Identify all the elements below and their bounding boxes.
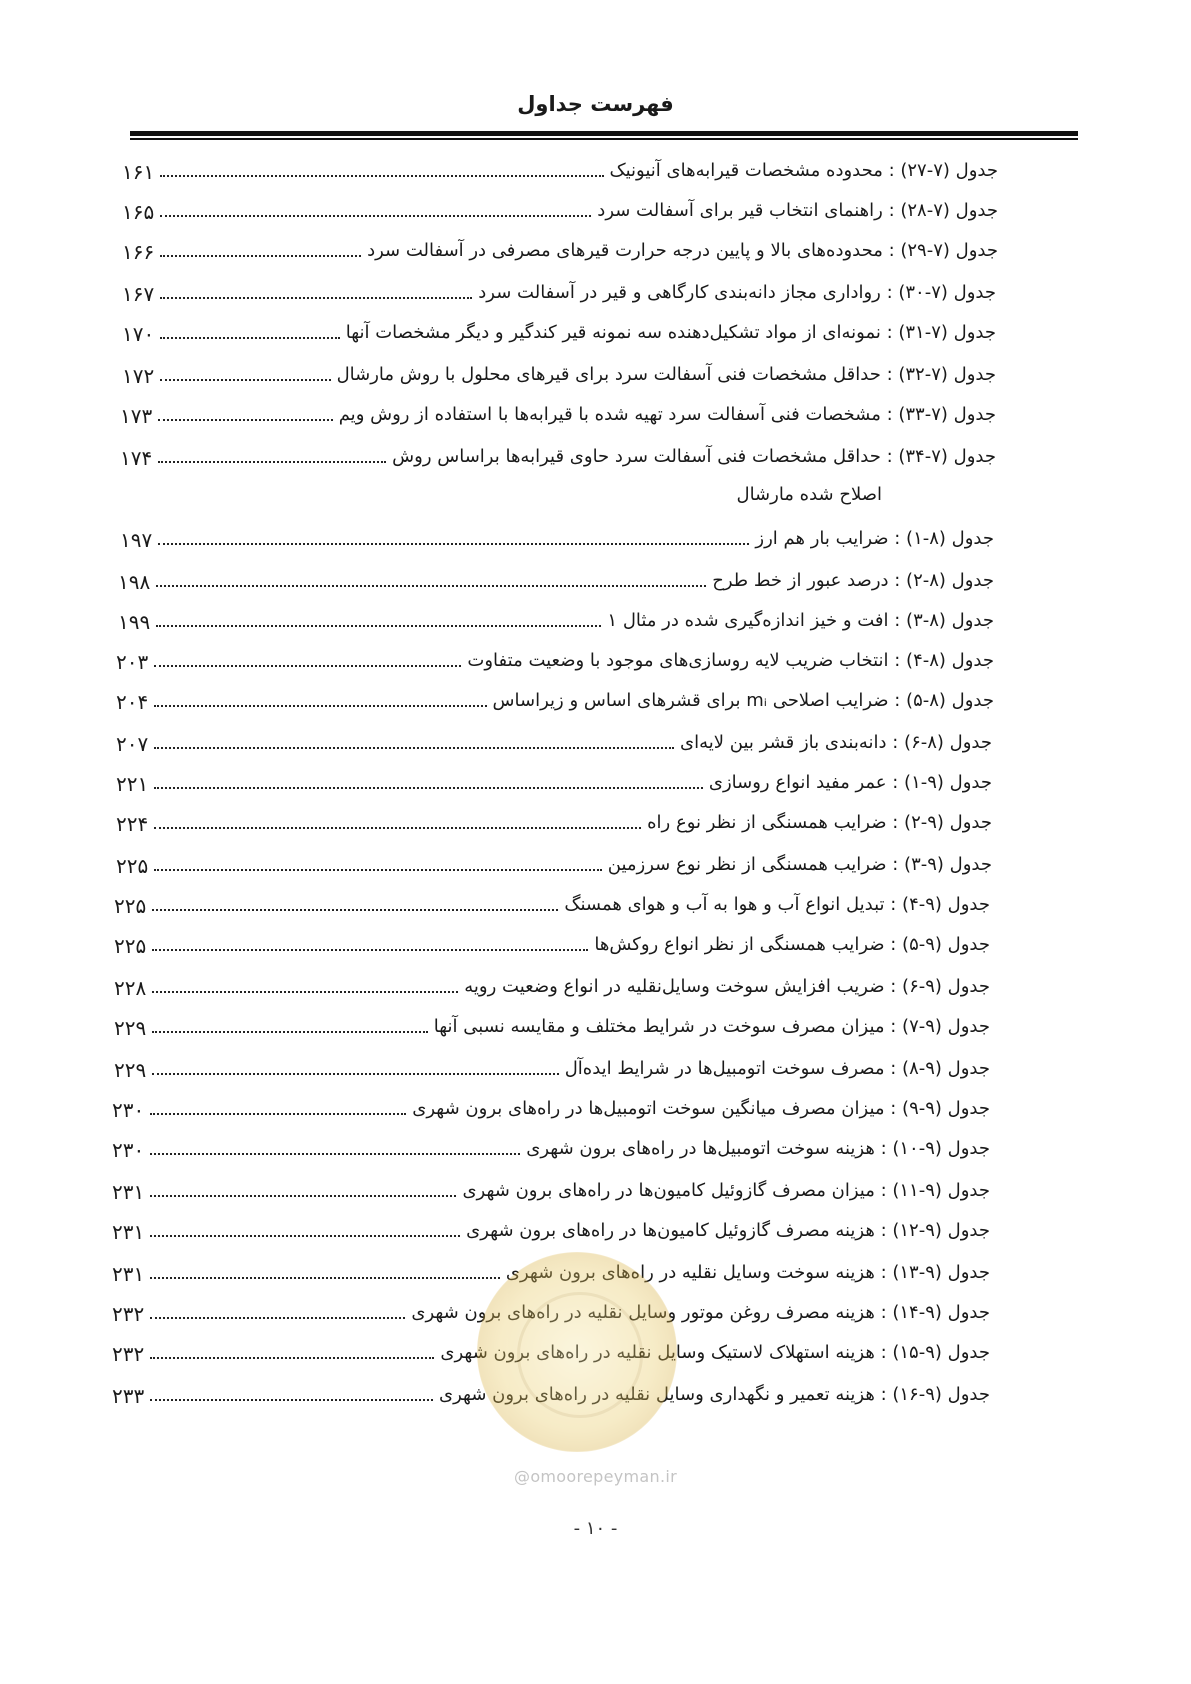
toc-entry bbox=[112, 1168, 990, 1202]
toc-entry-page: ۲۲۵ bbox=[114, 934, 147, 958]
toc-entry-page: ۲۲۵ bbox=[116, 854, 149, 878]
toc-entry-title: جدول (۹-۱۱) : میزان مصرف گازوئیل کامیون‌ها در راه‌های برون شهری bbox=[462, 1180, 990, 1201]
dot-leader bbox=[156, 625, 601, 627]
page-number: - ۱۰ - bbox=[573, 1518, 618, 1539]
toc-entry-page: ۲۳۱ bbox=[112, 1262, 145, 1286]
publisher-stamp bbox=[477, 1252, 677, 1452]
toc-entry-title: جدول (۹-۳) : ضرایب همسنگی از نظر نوع سرزمین bbox=[607, 854, 992, 875]
toc-entry-page: ۲۲۴ bbox=[116, 812, 149, 836]
toc-entry-page: ۲۳۱ bbox=[112, 1180, 145, 1204]
dot-leader bbox=[150, 1399, 433, 1401]
dot-leader bbox=[152, 991, 458, 993]
toc-entry bbox=[114, 1046, 990, 1080]
dot-leader bbox=[150, 1235, 460, 1237]
toc-entry-page: ۲۲۹ bbox=[114, 1058, 147, 1082]
toc-entry bbox=[122, 228, 998, 262]
toc-entry bbox=[112, 1086, 990, 1120]
toc-entry-title: جدول (۸-۲) : درصد عبور از خط طرح bbox=[712, 570, 994, 591]
toc-entry bbox=[122, 188, 998, 222]
toc-entry bbox=[122, 270, 996, 304]
dot-leader bbox=[158, 461, 386, 463]
toc-entry-title: جدول (۷-۲۹) : محدوده‌های بالا و پایین درجه حرارت قیرهای مصرفی در آسفالت سرد bbox=[367, 240, 998, 261]
toc-entry bbox=[116, 842, 992, 876]
toc-entry-page: ۲۲۹ bbox=[114, 1016, 147, 1040]
toc-entry bbox=[120, 392, 996, 426]
toc-entry-page: ۱۹۷ bbox=[120, 528, 153, 552]
dot-leader bbox=[160, 379, 330, 381]
toc-entry bbox=[114, 882, 990, 916]
toc-entry bbox=[116, 800, 992, 834]
toc-entry-page: ۱۷۲ bbox=[122, 364, 155, 388]
toc-entry-title: جدول (۹-۱۳) : هزینه سوخت وسایل نقلیه در راه‌های برون شهری bbox=[505, 1262, 990, 1283]
toc-entry bbox=[120, 516, 994, 550]
toc-entry-title: جدول (۷-۳۰) : رواداری مجاز دانه‌بندی کارگاهی و قیر در آسفالت سرد bbox=[478, 282, 996, 303]
toc-entry-page: ۲۳۰ bbox=[112, 1138, 145, 1162]
toc-entry-title: جدول (۷-۳۱) : نمونه‌ای از مواد تشکیل‌دهنده سه نمونه قیر کندگیر و دیگر مشخصات آنها bbox=[345, 322, 996, 343]
dot-leader bbox=[160, 175, 603, 177]
dot-leader bbox=[158, 419, 332, 421]
dot-leader bbox=[154, 827, 641, 829]
toc-entry bbox=[118, 598, 994, 632]
toc-entry-title: جدول (۷-۳۲) : حداقل مشخصات فنی آسفالت سرد برای قیرهای محلول با روش مارشال bbox=[336, 364, 996, 385]
dot-leader bbox=[154, 747, 674, 749]
toc-entry-title: جدول (۹-۶) : ضریب افزایش سوخت وسایل‌نقلیه در انواع وضعیت رویه bbox=[464, 976, 990, 997]
toc-entry-title: جدول (۸-۳) : افت و خیز اندازه‌گیری شده در مثال ۱ bbox=[607, 610, 994, 631]
toc-entry-page: ۲۰۴ bbox=[116, 690, 149, 714]
toc-entry-title: جدول (۹-۷) : میزان مصرف سوخت در شرایط مختلف و مقایسه نسبی آنها bbox=[433, 1016, 990, 1037]
dot-leader bbox=[156, 585, 706, 587]
toc-entry-page: ۱۹۹ bbox=[118, 610, 151, 634]
toc-entry bbox=[122, 148, 998, 182]
toc-entry-page: ۱۷۴ bbox=[120, 446, 153, 470]
toc-entry-page: ۲۰۳ bbox=[116, 650, 149, 674]
dot-leader bbox=[160, 215, 591, 217]
toc-entry-title: جدول (۹-۱۵) : هزینه استهلاک لاستیک وسایل نقلیه در راه‌های برون شهری bbox=[440, 1342, 990, 1363]
entry-continuation-text: اصلاح شده مارشال bbox=[736, 484, 882, 505]
toc-entry bbox=[116, 638, 994, 672]
toc-entry bbox=[122, 352, 996, 386]
toc-entry-title: جدول (۷-۳۳) : مشخصات فنی آسفالت سرد تهیه شده با قیرابه‌ها با استفاده از روش ویم bbox=[338, 404, 996, 425]
toc-entry-page: ۲۰۷ bbox=[116, 732, 149, 756]
toc-entry bbox=[114, 964, 990, 998]
toc-entry-title: جدول (۹-۱) : عمر مفید انواع روسازی bbox=[708, 772, 992, 793]
toc-entry-title: جدول (۹-۴) : تبدیل انواع آب و هوا به آب و هوای همسنگ bbox=[564, 894, 990, 915]
toc-entry-title: جدول (۹-۱۶) : هزینه تعمیر و نگهداری وسایل نقلیه در راه‌های برون شهری bbox=[439, 1384, 990, 1405]
toc-entry bbox=[112, 1126, 990, 1160]
stamp-ring bbox=[517, 1292, 643, 1418]
toc-entry-page: ۱۶۶ bbox=[122, 240, 155, 264]
toc-entry-title: جدول (۸-۵) : ضرایب اصلاحی mᵢ برای قشرهای اساس و زیراساس bbox=[492, 690, 994, 711]
toc-entry bbox=[122, 310, 996, 344]
dot-leader bbox=[150, 1153, 520, 1155]
dot-leader bbox=[150, 1195, 456, 1197]
toc-entry-title: جدول (۹-۱۴) : هزینه مصرف روغن موتور وسایل نقلیه در راه‌های برون شهری bbox=[411, 1302, 990, 1323]
toc-entry-page: ۱۶۱ bbox=[122, 160, 155, 184]
toc-entry-title: جدول (۹-۲) : ضرایب همسنگی از نظر نوع راه bbox=[647, 812, 992, 833]
toc-entry-page: ۱۶۵ bbox=[122, 200, 155, 224]
toc-entry-page: ۲۳۱ bbox=[112, 1220, 145, 1244]
dot-leader bbox=[152, 1073, 558, 1075]
toc-entry bbox=[114, 1004, 990, 1038]
dot-leader bbox=[154, 787, 703, 789]
dot-leader bbox=[150, 1317, 405, 1319]
toc-entry-page: ۱۷۰ bbox=[122, 322, 155, 346]
toc-entry bbox=[120, 434, 996, 468]
toc-entry-page: ۲۳۲ bbox=[112, 1302, 145, 1326]
toc-entry-title: جدول (۹-۹) : میزان مصرف میانگین سوخت اتومبیل‌ها در راه‌های برون شهری bbox=[412, 1098, 990, 1119]
dot-leader bbox=[150, 1277, 500, 1279]
toc-entry-title: جدول (۷-۳۴) : حداقل مشخصات فنی آسفالت سرد حاوی قیرابه‌ها براساس روش bbox=[392, 446, 996, 467]
toc-entry bbox=[116, 720, 992, 754]
toc-entry-title: جدول (۸-۶) : دانه‌بندی باز قشر بین لایه‌ای bbox=[680, 732, 992, 753]
dot-leader bbox=[160, 297, 472, 299]
toc-entry-title: جدول (۷-۲۸) : راهنمای انتخاب قیر برای آسفالت سرد bbox=[597, 200, 998, 221]
toc-entry bbox=[116, 760, 992, 794]
toc-entry-title: جدول (۸-۴) : انتخاب ضریب لایه روسازی‌های موجود با وضعیت متفاوت bbox=[467, 650, 994, 671]
dot-leader bbox=[154, 869, 602, 871]
toc-entry bbox=[118, 558, 994, 592]
dot-leader bbox=[160, 337, 339, 339]
toc-entry-title: جدول (۹-۵) : ضرایب همسنگی از نظر انواع روکش‌ها bbox=[594, 934, 990, 955]
toc-entry-title: جدول (۸-۱) : ضرایب بار هم ارز bbox=[755, 528, 994, 549]
dot-leader bbox=[152, 949, 588, 951]
toc-entry-title: جدول (۹-۱۰) : هزینه سوخت اتومبیل‌ها در راه‌های برون شهری bbox=[526, 1138, 990, 1159]
toc-entry-page: ۲۳۳ bbox=[112, 1384, 145, 1408]
dot-leader bbox=[154, 705, 486, 707]
toc-entry-page: ۲۲۱ bbox=[116, 772, 149, 796]
dot-leader bbox=[150, 1357, 434, 1359]
toc-entry-page: ۲۳۲ bbox=[112, 1342, 145, 1366]
dot-leader bbox=[160, 255, 361, 257]
dot-leader bbox=[154, 665, 461, 667]
dot-leader bbox=[150, 1113, 406, 1115]
toc-entry-page: ۱۷۳ bbox=[120, 404, 153, 428]
dot-leader bbox=[158, 543, 749, 545]
toc-entry-page: ۱۹۸ bbox=[118, 570, 151, 594]
toc-entry-title: جدول (۷-۲۷) : محدوده مشخصات قیرابه‌های آنیونیک bbox=[609, 160, 998, 181]
website-watermark: @omoorepeyman.ir bbox=[514, 1467, 677, 1486]
dot-leader bbox=[152, 909, 558, 911]
toc-entry bbox=[116, 678, 994, 712]
toc-entry-page: ۲۳۰ bbox=[112, 1098, 145, 1122]
toc-entry-title: جدول (۹-۸) : مصرف سوخت اتومبیل‌ها در شرایط ایده‌آل bbox=[564, 1058, 990, 1079]
toc-entry bbox=[114, 922, 990, 956]
toc-entry-title: جدول (۹-۱۲) : هزینه مصرف گازوئیل کامیون‌ها در راه‌های برون شهری bbox=[466, 1220, 990, 1241]
toc-entry-page: ۲۲۸ bbox=[114, 976, 147, 1000]
toc-entry-page: ۲۲۵ bbox=[114, 894, 147, 918]
dot-leader bbox=[152, 1031, 428, 1033]
toc-entry bbox=[112, 1208, 990, 1242]
toc-entry-page: ۱۶۷ bbox=[122, 282, 155, 306]
page-title: فهرست جداول bbox=[517, 92, 674, 116]
